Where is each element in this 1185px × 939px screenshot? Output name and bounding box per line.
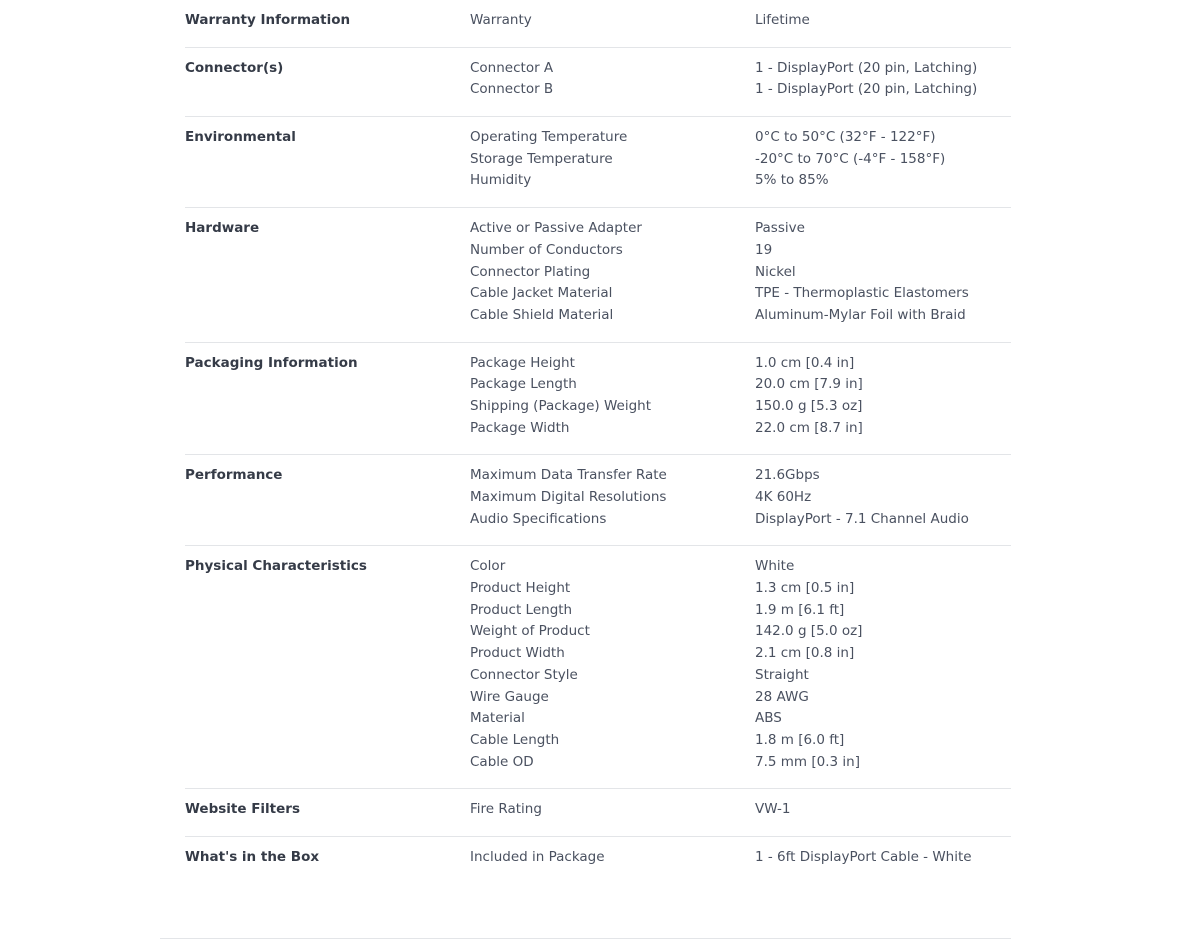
spec-row — [470, 643, 1011, 665]
spec-row — [470, 847, 1011, 869]
spec-label: Weight of Product — [470, 623, 590, 640]
spec-label: Fire Rating — [470, 801, 542, 818]
spec-row — [470, 509, 1011, 531]
spec-label: Product Height — [470, 580, 571, 597]
spec-value: Aluminum-Mylar Foil with Braid — [755, 306, 966, 323]
spec-section-hardware — [185, 208, 1011, 342]
spec-section-packaging — [185, 343, 1011, 456]
spec-label: Wire Gauge — [470, 688, 549, 705]
spec-row — [470, 487, 1011, 509]
spec-value: 19 — [755, 241, 773, 258]
spec-value: 22.0 cm [8.7 in] — [755, 419, 863, 436]
spec-value: 7.5 mm [0.3 in] — [755, 753, 860, 770]
spec-label: Cable Shield Material — [470, 306, 614, 323]
spec-section-physical — [185, 546, 1011, 789]
spec-value: Passive — [755, 220, 805, 237]
spec-label: Humidity — [470, 172, 532, 189]
spec-row — [470, 374, 1011, 396]
spec-value: 1.8 m [6.0 ft] — [755, 731, 845, 748]
spec-row — [470, 240, 1011, 262]
spec-label: Connector A — [470, 59, 554, 76]
spec-row — [470, 58, 1011, 80]
spec-row — [470, 10, 1011, 32]
section-title: Performance — [185, 467, 283, 484]
spec-value: 1 - DisplayPort (20 pin, Latching) — [755, 81, 978, 98]
spec-label: Active or Passive Adapter — [470, 220, 642, 237]
spec-row — [470, 465, 1011, 487]
spec-label: Product Length — [470, 601, 573, 618]
spec-value: 4K 60Hz — [755, 489, 812, 505]
spec-row — [470, 600, 1011, 622]
spec-row — [470, 127, 1011, 149]
spec-row — [470, 353, 1011, 375]
spec-label: Package Length — [470, 376, 577, 393]
spec-label: Audio Specifications — [470, 510, 607, 527]
spec-value: TPE - Thermoplastic Elastomers — [755, 285, 969, 302]
spec-label: Cable Jacket Material — [470, 285, 613, 302]
spec-label: Package Width — [470, 419, 570, 436]
spec-row — [470, 556, 1011, 578]
spec-label: Cable Length — [470, 731, 560, 748]
spec-label: Included in Package — [470, 848, 605, 865]
spec-label: Storage Temperature — [470, 150, 613, 167]
spec-label: Maximum Digital Resolutions — [470, 489, 667, 505]
spec-row — [470, 262, 1011, 284]
spec-value: White — [755, 558, 795, 575]
spec-section-warranty — [185, 0, 1011, 48]
spec-value: 1 - 6ft DisplayPort Cable - White — [755, 848, 972, 865]
spec-value: 20.0 cm [7.9 in] — [755, 376, 863, 393]
spec-value: DisplayPort - 7.1 Channel Audio — [755, 510, 969, 527]
spec-label: Material — [470, 710, 525, 727]
spec-label: Product Width — [470, 645, 565, 662]
spec-value: 0°C to 50°C (32°F - 122°F) — [755, 129, 936, 146]
spec-row — [470, 665, 1011, 687]
spec-row — [470, 396, 1011, 418]
spec-row — [470, 621, 1011, 643]
spec-label: Maximum Data Transfer Rate — [470, 467, 667, 484]
spec-section-connectors — [185, 48, 1011, 117]
spec-value: 1 - DisplayPort (20 pin, Latching) — [755, 59, 978, 76]
section-title: Connector(s) — [185, 59, 284, 76]
spec-value: 1.0 cm [0.4 in] — [755, 354, 855, 371]
section-title: What's in the Box — [185, 848, 320, 865]
spec-value: Straight — [755, 666, 809, 683]
spec-label: Package Height — [470, 354, 575, 371]
spec-value: 5% to 85% — [755, 172, 829, 189]
spec-row — [470, 170, 1011, 192]
spec-row — [470, 218, 1011, 240]
spec-value: Nickel — [755, 263, 796, 280]
spec-value: 1.9 m [6.1 ft] — [755, 601, 845, 618]
spec-value: 142.0 g [5.0 oz] — [755, 623, 863, 640]
spec-section-website-filters — [185, 789, 1011, 837]
section-title: Hardware — [185, 220, 260, 237]
spec-section-environmental — [185, 117, 1011, 208]
spec-section-performance — [185, 455, 1011, 546]
spec-row — [470, 730, 1011, 752]
section-title: Physical Characteristics — [185, 558, 367, 575]
spec-label: Connector Plating — [470, 263, 591, 280]
spec-section-whats-in-box — [185, 837, 1011, 884]
section-title: Website Filters — [185, 801, 300, 818]
spec-label: Color — [470, 558, 506, 575]
spec-row — [470, 79, 1011, 101]
spec-value: 1.3 cm [0.5 in] — [755, 580, 855, 597]
section-title: Environmental — [185, 129, 296, 146]
spec-value: 28 AWG — [755, 688, 809, 705]
spec-row — [470, 418, 1011, 440]
spec-row — [470, 149, 1011, 171]
specifications-table — [185, 0, 1011, 884]
spec-label: Cable OD — [470, 753, 534, 770]
spec-value: VW-1 — [755, 801, 791, 818]
section-title: Warranty Information — [185, 12, 351, 28]
spec-label: Connector B — [470, 81, 554, 98]
spec-value: Lifetime — [755, 12, 810, 28]
spec-label: Connector Style — [470, 666, 578, 683]
spec-row — [470, 687, 1011, 709]
spec-label: Shipping (Package) Weight — [470, 397, 651, 414]
spec-row — [470, 752, 1011, 774]
spec-label: Warranty — [470, 12, 532, 28]
spec-value: 150.0 g [5.3 oz] — [755, 397, 863, 414]
spec-value: 21.6Gbps — [755, 467, 820, 484]
spec-row — [470, 305, 1011, 327]
spec-row — [470, 708, 1011, 730]
spec-row — [470, 578, 1011, 600]
spec-row — [470, 799, 1011, 821]
spec-label: Operating Temperature — [470, 129, 628, 146]
spec-label: Number of Conductors — [470, 241, 623, 258]
spec-value: ABS — [755, 710, 782, 727]
spec-value: -20°C to 70°C (-4°F - 158°F) — [755, 150, 946, 167]
section-title: Packaging Information — [185, 354, 358, 371]
spec-value: 2.1 cm [0.8 in] — [755, 645, 855, 662]
spec-row — [470, 283, 1011, 305]
